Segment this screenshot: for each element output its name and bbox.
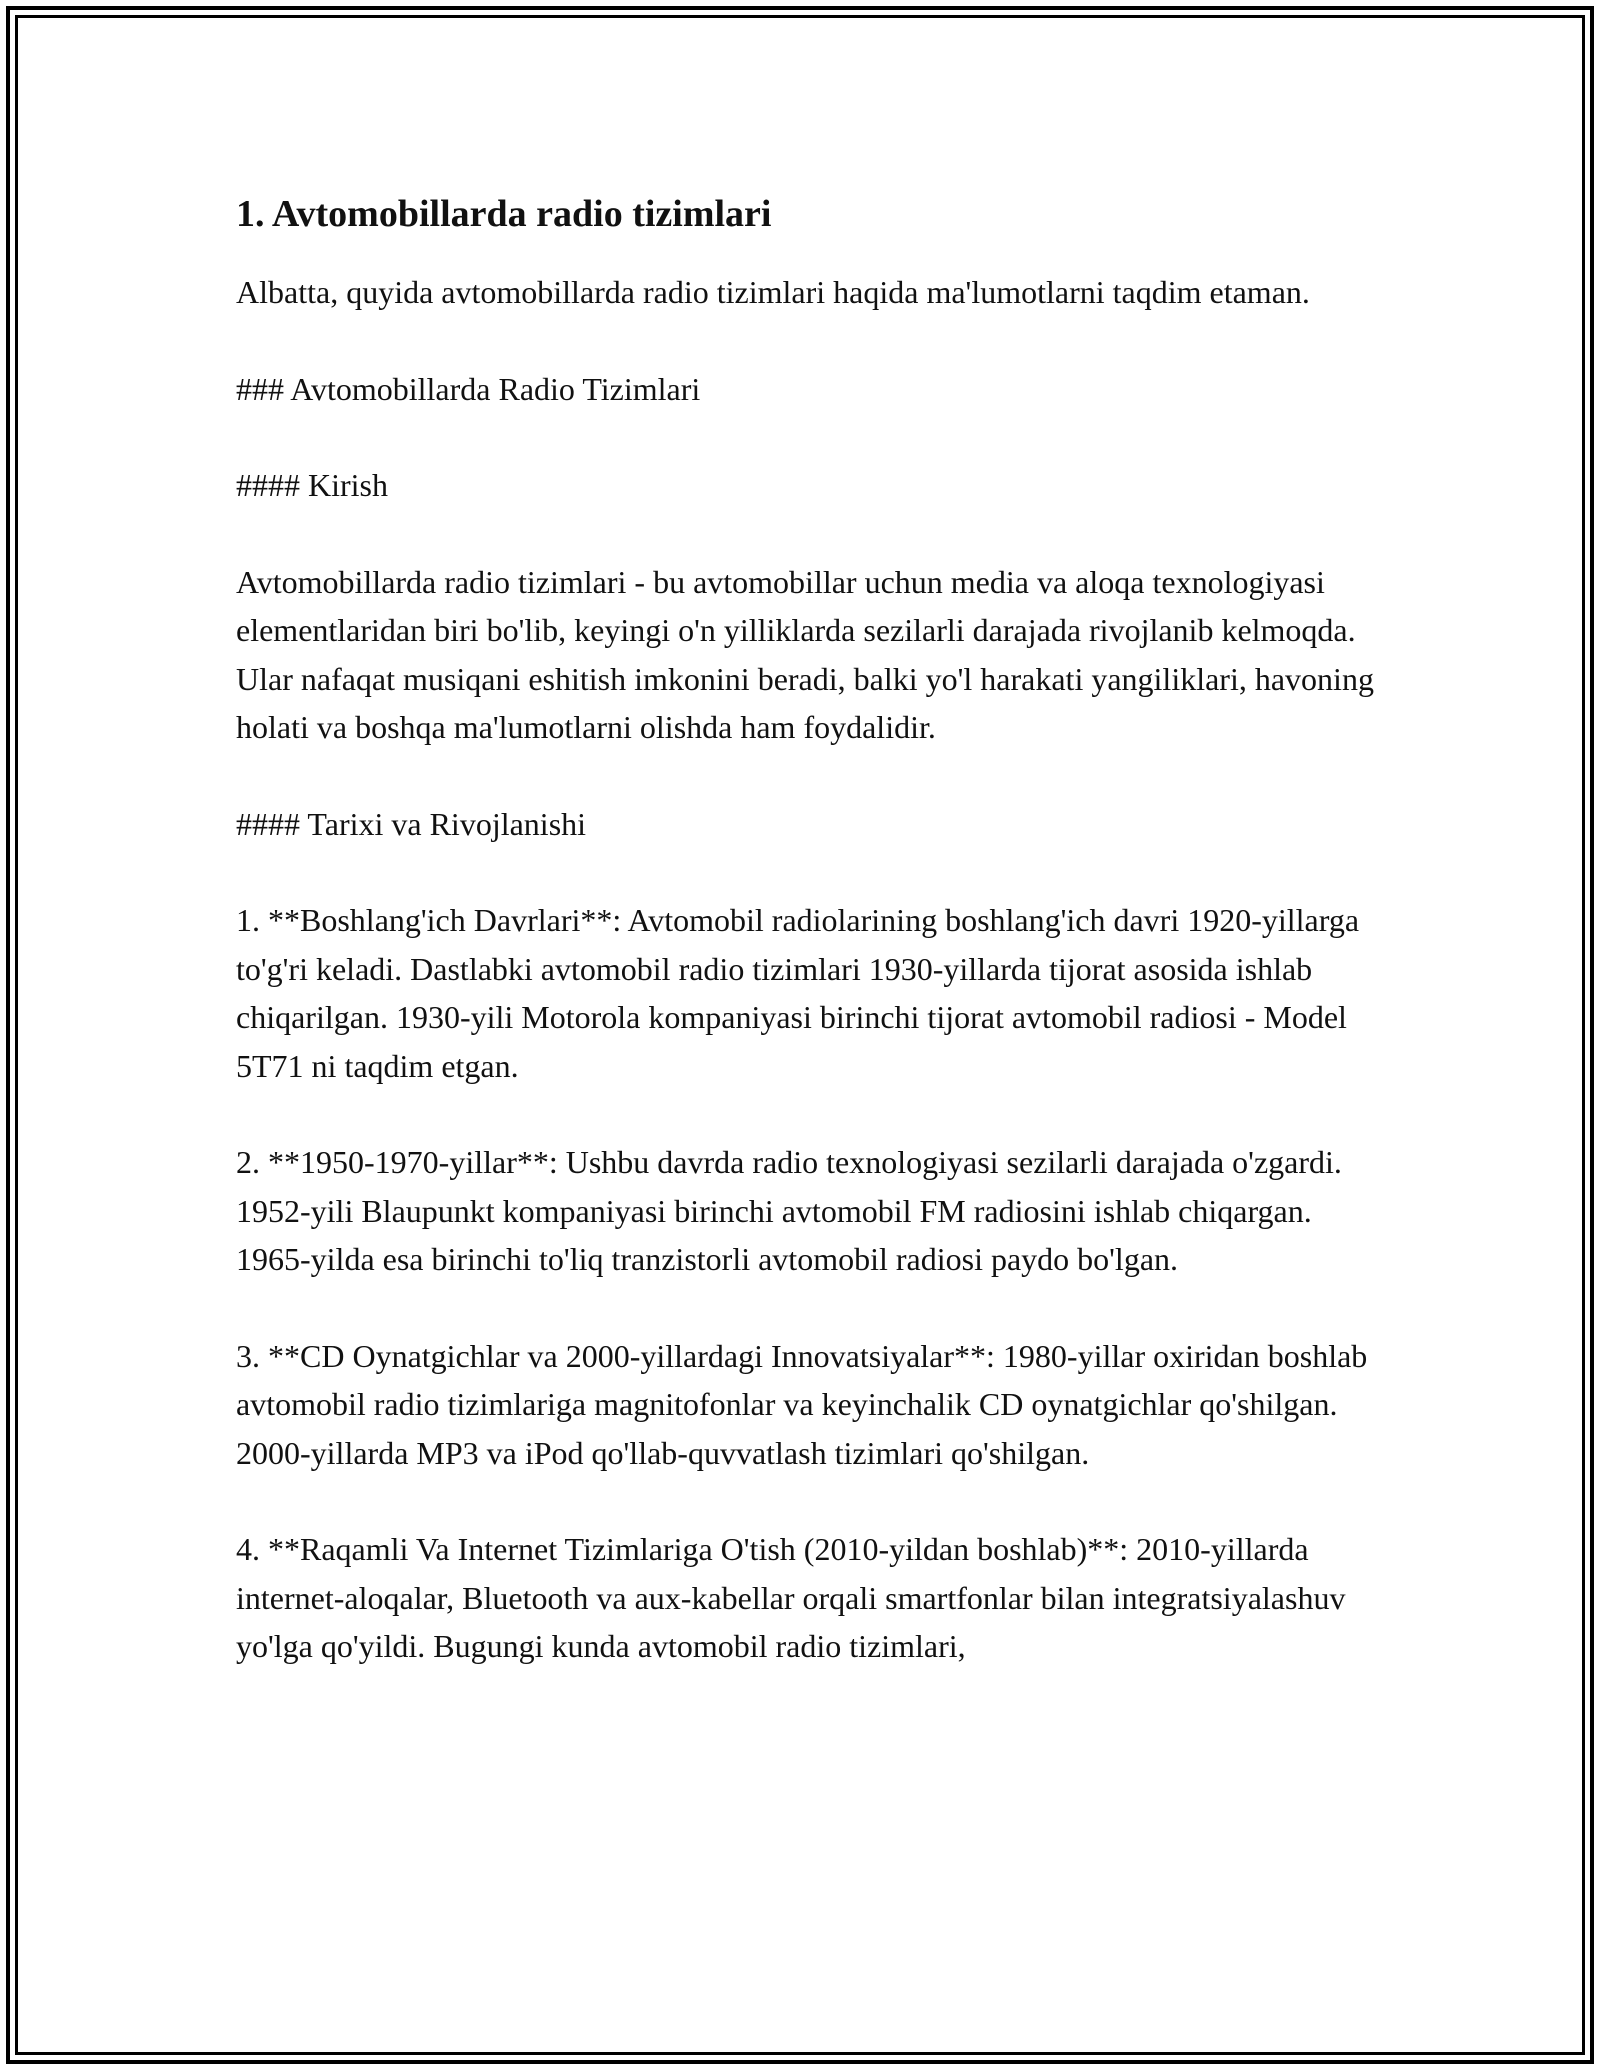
intro-paragraph: Albatta, quyida avtomobillarda radio tizimlari haqida ma'lumotlarni taqdim etaman.	[236, 274, 1310, 310]
kirish-paragraph: Avtomobillarda radio tizimlari - bu avtomobillar uchun media va aloqa texnologiyasi elementlaridan biri bo'lib, keyingi o'n yilliklarda sezilarli darajada rivojlanib kelmoqda. Ular nafaqat musiqani eshitish imkonini beradi, balki yo'l harakati yangiliklari, havoning holati va boshqa ma'lumotlarni olishda ham foydalidir.	[236, 563, 1374, 745]
list-item: 4. **Raqamli Va Internet Tizimlariga O'tish (2010-yildan boshlab)**: 2010-yillarda internet-aloqalar, Bluetooth va aux-kabellar orqali smartfonlar bilan integratsiyalashuv yo'lga qo'yildi. Bugungi kunda avtomobil radio tizimlari,	[236, 1531, 1346, 1664]
subheading-tarixi: #### Tarixi va Rivojlanishi	[236, 805, 587, 842]
list-item: 2. **1950-1970-yillar**: Ushbu davrda radio texnologiyasi sezilarli darajada o'zgardi. 1952-yili Blaupunkt kompaniyasi birinchi avtomobil FM radiosini ishlab chiqargan. 1965-yilda esa birinchi to'liq tranzistorli avtomobil radiosi paydo bo'lgan.	[236, 1144, 1342, 1277]
document-title: 1. Avtomobillarda radio tizimlari	[236, 193, 772, 235]
section-heading: ### Avtomobillarda Radio Tizimlari	[236, 370, 701, 407]
document-body	[236, 186, 1376, 1719]
list-item: 1. **Boshlang'ich Davrlari**: Avtomobil radiolarining boshlang'ich davri 1920-yillarga to'g'ri keladi. Dastlabki avtomobil radio tizimlari 1930-yillarda tijorat asosida ishlab chiqarilgan. 1930-yili Motorola kompaniyasi birinchi tijorat avtomobil radiosi - Model 5T71 ni taqdim etgan.	[236, 902, 1360, 1084]
subheading-kirish: #### Kirish	[236, 467, 388, 503]
list-item: 3. **CD Oynatgichlar va 2000-yillardagi Innovatsiyalar**: 1980-yillar oxiridan boshlab avtomobil radio tizimlariga magnitofonlar va keyinchalik CD oynatgichlar qo'shilgan. 2000-yillarda MP3 va iPod qo'llab-quvvatlash tizimlari qo'shilgan.	[236, 1337, 1368, 1471]
